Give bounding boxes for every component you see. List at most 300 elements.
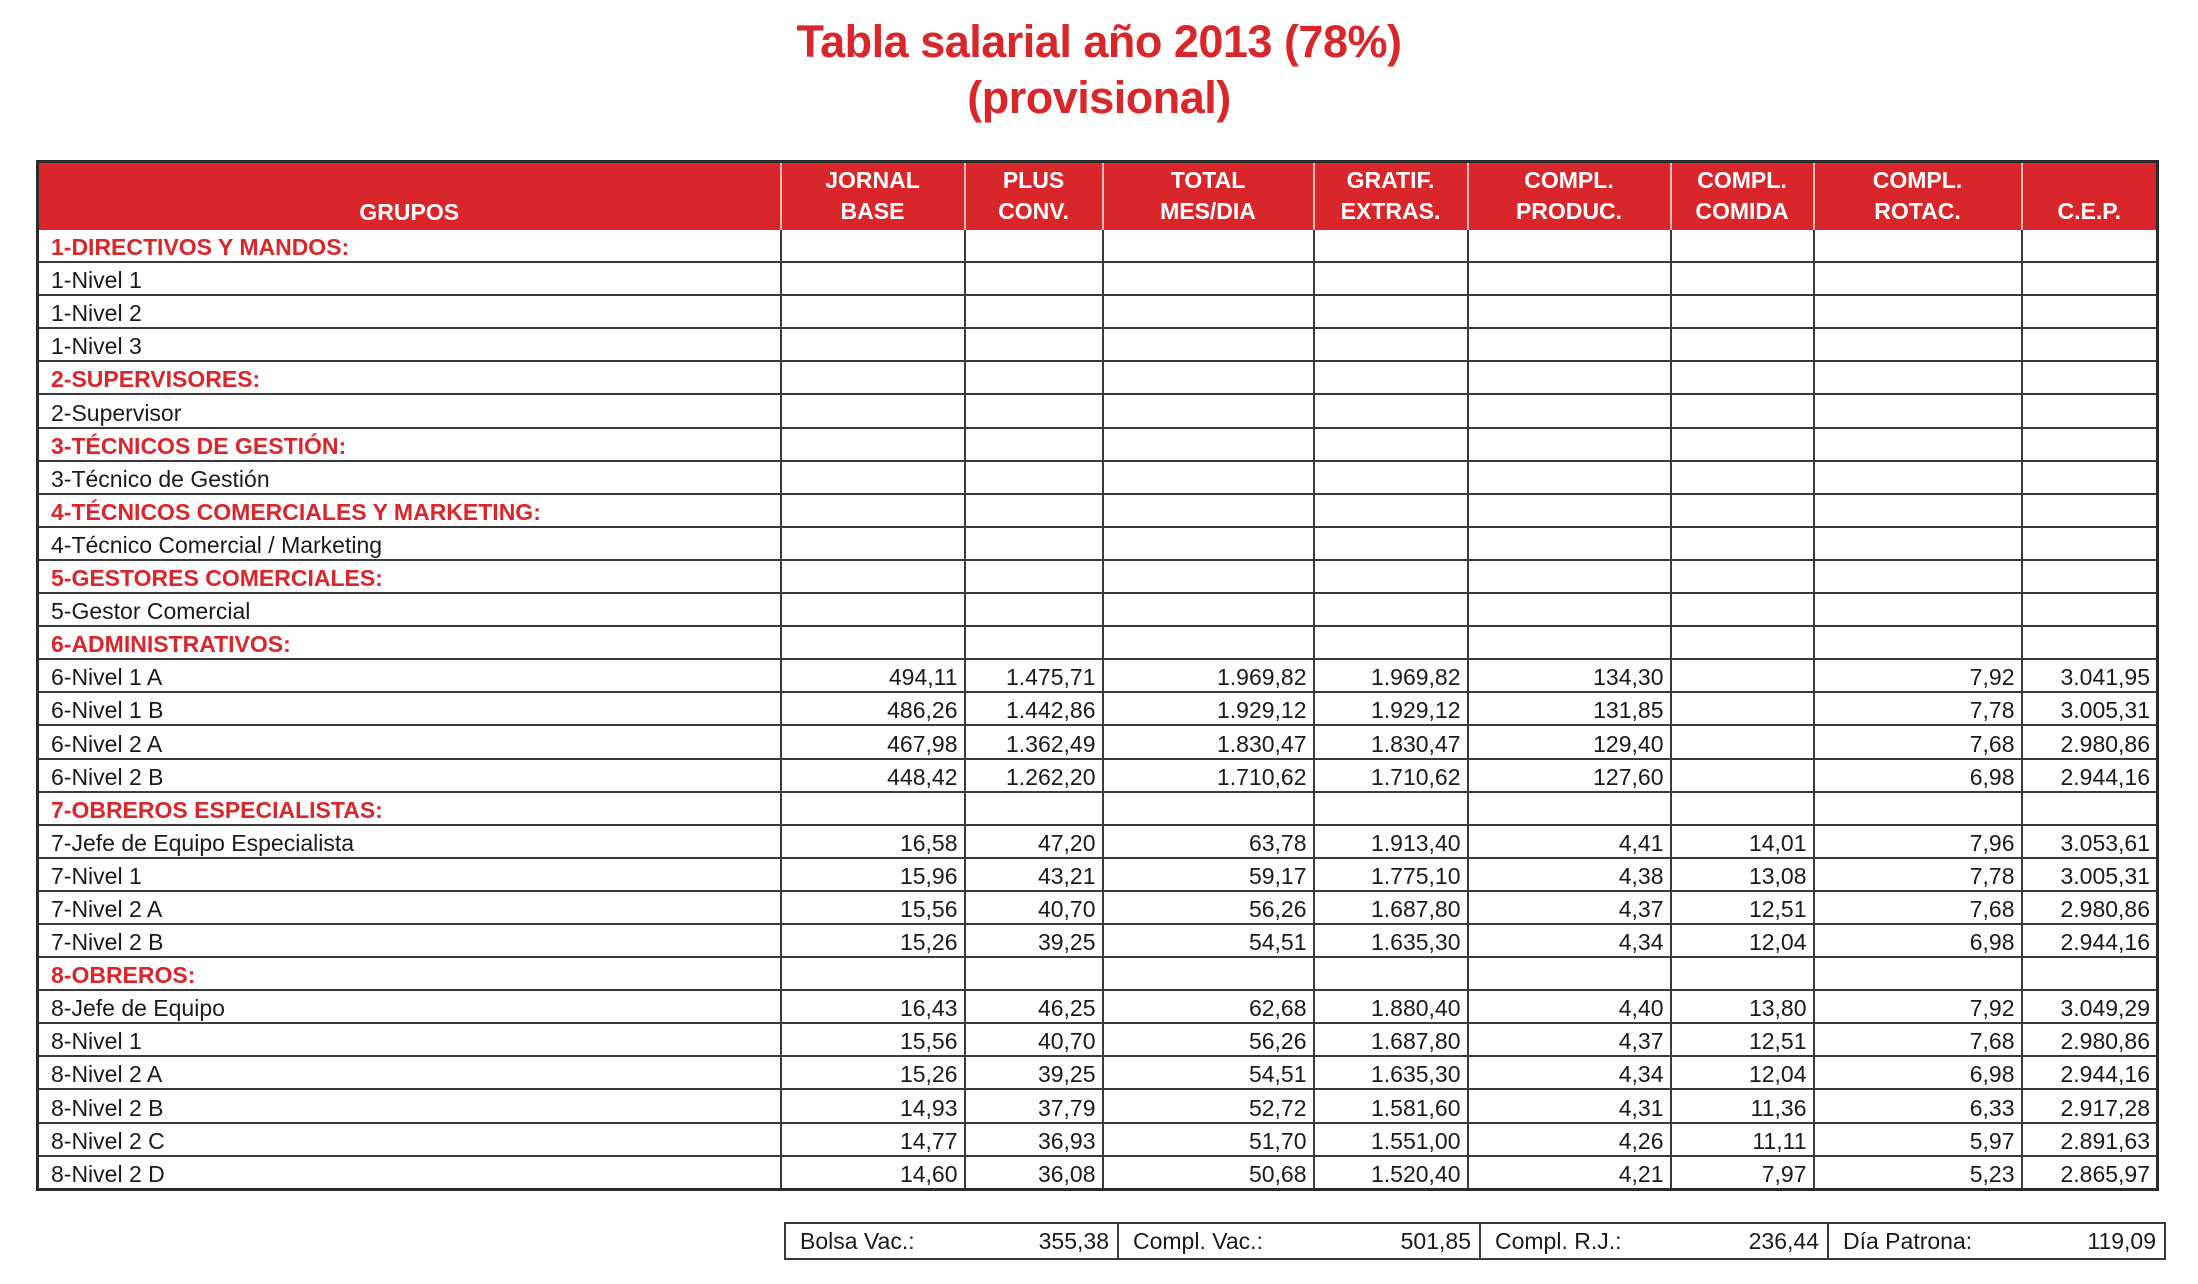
cell-total-mes-dia xyxy=(1103,328,1314,361)
cell-total-mes-dia: 56,26 xyxy=(1103,891,1314,924)
header-compl-comida: COMPL. COMIDA xyxy=(1671,162,1814,231)
table-row xyxy=(38,593,2158,626)
cell-compl-rotac xyxy=(1814,593,2022,626)
cell-compl-comida xyxy=(1671,394,1814,427)
cell-gratif-extras: 1.969,82 xyxy=(1314,659,1468,692)
cell-total-mes-dia: 56,26 xyxy=(1103,1023,1314,1056)
cell-compl-comida: 12,51 xyxy=(1671,1023,1814,1056)
section-label: 4-TÉCNICOS COMERCIALES Y MARKETING: xyxy=(38,494,781,527)
cell-total-mes-dia xyxy=(1103,262,1314,295)
empty-cell xyxy=(1314,428,1468,461)
cell-gratif-extras: 1.581,60 xyxy=(1314,1089,1468,1122)
table-row xyxy=(38,825,2158,858)
header-compl-rotac: COMPL. ROTAC. xyxy=(1814,162,2022,231)
cell-total-mes-dia: 62,68 xyxy=(1103,990,1314,1023)
empty-cell xyxy=(1468,494,1671,527)
empty-cell xyxy=(965,792,1103,825)
row-label: 7-Nivel 2 A xyxy=(38,891,781,924)
cell-compl-rotac: 5,23 xyxy=(1814,1156,2022,1190)
section-row xyxy=(38,560,2158,593)
cell-compl-produc: 4,21 xyxy=(1468,1156,1671,1190)
cell-plus-conv xyxy=(965,394,1103,427)
table-row xyxy=(38,858,2158,891)
cell-compl-rotac: 5,97 xyxy=(1814,1123,2022,1156)
empty-cell xyxy=(781,494,965,527)
cell-compl-produc: 4,38 xyxy=(1468,858,1671,891)
cell-jornal-base: 15,56 xyxy=(781,1023,965,1056)
row-label: 2-Supervisor xyxy=(38,394,781,427)
cell-cep: 2.980,86 xyxy=(2022,1023,2158,1056)
cell-plus-conv xyxy=(965,461,1103,494)
empty-cell xyxy=(965,560,1103,593)
empty-cell xyxy=(1814,428,2022,461)
cell-compl-produc: 4,41 xyxy=(1468,825,1671,858)
cell-compl-produc: 4,34 xyxy=(1468,924,1671,957)
empty-cell xyxy=(1814,560,2022,593)
table-row xyxy=(38,394,2158,427)
section-row xyxy=(38,957,2158,990)
cell-gratif-extras xyxy=(1314,262,1468,295)
cell-total-mes-dia xyxy=(1103,394,1314,427)
cell-compl-comida: 7,97 xyxy=(1671,1156,1814,1190)
cell-cep xyxy=(2022,527,2158,560)
cell-total-mes-dia: 54,51 xyxy=(1103,924,1314,957)
cell-cep xyxy=(2022,295,2158,328)
cell-jornal-base xyxy=(781,394,965,427)
cell-compl-comida xyxy=(1671,295,1814,328)
cell-jornal-base: 15,26 xyxy=(781,924,965,957)
empty-cell xyxy=(1314,792,1468,825)
cell-jornal-base: 14,77 xyxy=(781,1123,965,1156)
cell-compl-produc: 4,31 xyxy=(1468,1089,1671,1122)
cell-gratif-extras: 1.929,12 xyxy=(1314,692,1468,725)
section-row xyxy=(38,230,2158,262)
cell-jornal-base xyxy=(781,593,965,626)
section-row xyxy=(38,792,2158,825)
header-jornal-base: JORNAL BASE xyxy=(781,162,965,231)
header-total-mes-dia: TOTAL MES/DIA xyxy=(1103,162,1314,231)
empty-cell xyxy=(1671,230,1814,262)
empty-cell xyxy=(781,792,965,825)
cell-compl-comida xyxy=(1671,262,1814,295)
row-label: 1-Nivel 2 xyxy=(38,295,781,328)
section-row xyxy=(38,494,2158,527)
cell-compl-produc xyxy=(1468,394,1671,427)
empty-cell xyxy=(1671,626,1814,659)
cell-total-mes-dia xyxy=(1103,295,1314,328)
cell-compl-comida xyxy=(1671,692,1814,725)
row-label: 5-Gestor Comercial xyxy=(38,593,781,626)
cell-compl-comida: 13,80 xyxy=(1671,990,1814,1023)
cell-compl-produc: 131,85 xyxy=(1468,692,1671,725)
cell-total-mes-dia: 1.969,82 xyxy=(1103,659,1314,692)
footer-bolsa-vac xyxy=(786,1224,1119,1258)
cell-gratif-extras: 1.635,30 xyxy=(1314,1056,1468,1089)
cell-compl-rotac: 7,96 xyxy=(1814,825,2022,858)
cell-plus-conv: 46,25 xyxy=(965,990,1103,1023)
row-label: 7-Jefe de Equipo Especialista xyxy=(38,825,781,858)
empty-cell xyxy=(1671,361,1814,394)
cell-compl-comida: 14,01 xyxy=(1671,825,1814,858)
cell-compl-produc: 127,60 xyxy=(1468,759,1671,792)
cell-compl-rotac: 7,92 xyxy=(1814,990,2022,1023)
section-label: 7-OBREROS ESPECIALISTAS: xyxy=(38,792,781,825)
cell-compl-produc: 4,40 xyxy=(1468,990,1671,1023)
table-body xyxy=(38,230,2158,1189)
cell-plus-conv: 1.442,86 xyxy=(965,692,1103,725)
table-row xyxy=(38,891,2158,924)
empty-cell xyxy=(781,230,965,262)
table-row xyxy=(38,990,2158,1023)
empty-cell xyxy=(1103,428,1314,461)
empty-cell xyxy=(1671,428,1814,461)
empty-cell xyxy=(1468,428,1671,461)
empty-cell xyxy=(1671,957,1814,990)
cell-cep xyxy=(2022,394,2158,427)
title-line-1: Tabla salarial año 2013 (78%) xyxy=(796,16,1402,67)
cell-compl-comida xyxy=(1671,759,1814,792)
cell-compl-produc: 4,37 xyxy=(1468,1023,1671,1056)
empty-cell xyxy=(1468,626,1671,659)
table-row xyxy=(38,295,2158,328)
footer-rj-label: Compl. R.J.: xyxy=(1495,1228,1622,1254)
row-label: 3-Técnico de Gestión xyxy=(38,461,781,494)
cell-plus-conv: 37,79 xyxy=(965,1089,1103,1122)
empty-cell xyxy=(1814,957,2022,990)
section-row xyxy=(38,428,2158,461)
cell-gratif-extras xyxy=(1314,527,1468,560)
cell-total-mes-dia xyxy=(1103,461,1314,494)
cell-plus-conv xyxy=(965,527,1103,560)
cell-jornal-base: 15,96 xyxy=(781,858,965,891)
cell-plus-conv: 40,70 xyxy=(965,891,1103,924)
row-label: 8-Nivel 2 D xyxy=(38,1156,781,1190)
table-row xyxy=(38,1089,2158,1122)
document-title xyxy=(0,14,2198,126)
empty-cell xyxy=(781,428,965,461)
empty-cell xyxy=(1814,626,2022,659)
table-row xyxy=(38,924,2158,957)
empty-cell xyxy=(965,230,1103,262)
empty-cell xyxy=(1671,494,1814,527)
section-label: 5-GESTORES COMERCIALES: xyxy=(38,560,781,593)
cell-cep: 2.891,63 xyxy=(2022,1123,2158,1156)
section-label: 1-DIRECTIVOS Y MANDOS: xyxy=(38,230,781,262)
empty-cell xyxy=(1468,230,1671,262)
cell-gratif-extras xyxy=(1314,328,1468,361)
cell-cep: 3.049,29 xyxy=(2022,990,2158,1023)
empty-cell xyxy=(1103,792,1314,825)
empty-cell xyxy=(2022,560,2158,593)
table-row xyxy=(38,527,2158,560)
footer-compl-vac xyxy=(1119,1224,1481,1258)
section-row xyxy=(38,361,2158,394)
table-row xyxy=(38,692,2158,725)
empty-cell xyxy=(965,494,1103,527)
cell-plus-conv xyxy=(965,295,1103,328)
empty-cell xyxy=(2022,428,2158,461)
header-plus-conv: PLUS CONV. xyxy=(965,162,1103,231)
cell-compl-rotac: 7,68 xyxy=(1814,891,2022,924)
cell-gratif-extras: 1.551,00 xyxy=(1314,1123,1468,1156)
table-row xyxy=(38,759,2158,792)
cell-compl-comida xyxy=(1671,328,1814,361)
row-label: 4-Técnico Comercial / Marketing xyxy=(38,527,781,560)
title-line-2: (provisional) xyxy=(967,72,1231,123)
empty-cell xyxy=(2022,792,2158,825)
cell-compl-rotac: 7,78 xyxy=(1814,692,2022,725)
cell-total-mes-dia: 1.710,62 xyxy=(1103,759,1314,792)
empty-cell xyxy=(1314,361,1468,394)
empty-cell xyxy=(1814,494,2022,527)
empty-cell xyxy=(1103,494,1314,527)
cell-gratif-extras xyxy=(1314,394,1468,427)
row-label: 1-Nivel 3 xyxy=(38,328,781,361)
cell-plus-conv: 39,25 xyxy=(965,1056,1103,1089)
cell-plus-conv: 39,25 xyxy=(965,924,1103,957)
footer-vac-value: 501,85 xyxy=(1400,1228,1471,1254)
cell-plus-conv: 1.362,49 xyxy=(965,725,1103,758)
cell-compl-rotac xyxy=(1814,328,2022,361)
table-row xyxy=(38,262,2158,295)
cell-compl-produc xyxy=(1468,328,1671,361)
row-label: 8-Nivel 1 xyxy=(38,1023,781,1056)
row-label: 8-Nivel 2 B xyxy=(38,1089,781,1122)
empty-cell xyxy=(781,957,965,990)
empty-cell xyxy=(1314,560,1468,593)
cell-compl-rotac: 7,68 xyxy=(1814,725,2022,758)
cell-compl-comida: 11,11 xyxy=(1671,1123,1814,1156)
table-row xyxy=(38,1023,2158,1056)
section-row xyxy=(38,626,2158,659)
empty-cell xyxy=(1103,560,1314,593)
row-label: 6-Nivel 2 B xyxy=(38,759,781,792)
empty-cell xyxy=(1468,957,1671,990)
empty-cell xyxy=(1468,560,1671,593)
cell-gratif-extras: 1.520,40 xyxy=(1314,1156,1468,1190)
cell-plus-conv xyxy=(965,593,1103,626)
section-label: 8-OBREROS: xyxy=(38,957,781,990)
row-label: 6-Nivel 1 A xyxy=(38,659,781,692)
cell-compl-rotac xyxy=(1814,295,2022,328)
cell-cep: 2.980,86 xyxy=(2022,725,2158,758)
cell-compl-produc xyxy=(1468,593,1671,626)
cell-total-mes-dia: 1.830,47 xyxy=(1103,725,1314,758)
cell-compl-rotac: 6,98 xyxy=(1814,1056,2022,1089)
cell-gratif-extras: 1.635,30 xyxy=(1314,924,1468,957)
cell-total-mes-dia: 50,68 xyxy=(1103,1156,1314,1190)
empty-cell xyxy=(1468,792,1671,825)
empty-cell xyxy=(1103,626,1314,659)
cell-cep: 2.980,86 xyxy=(2022,891,2158,924)
cell-gratif-extras xyxy=(1314,593,1468,626)
cell-compl-rotac: 6,98 xyxy=(1814,924,2022,957)
cell-jornal-base: 14,93 xyxy=(781,1089,965,1122)
cell-plus-conv: 43,21 xyxy=(965,858,1103,891)
empty-cell xyxy=(965,957,1103,990)
empty-cell xyxy=(965,361,1103,394)
cell-compl-rotac: 7,78 xyxy=(1814,858,2022,891)
cell-compl-produc: 134,30 xyxy=(1468,659,1671,692)
section-label: 6-ADMINISTRATIVOS: xyxy=(38,626,781,659)
row-label: 7-Nivel 2 B xyxy=(38,924,781,957)
cell-gratif-extras xyxy=(1314,295,1468,328)
cell-jornal-base: 494,11 xyxy=(781,659,965,692)
cell-jornal-base: 15,26 xyxy=(781,1056,965,1089)
cell-plus-conv: 36,08 xyxy=(965,1156,1103,1190)
cell-jornal-base xyxy=(781,527,965,560)
cell-compl-rotac xyxy=(1814,394,2022,427)
section-label: 2-SUPERVISORES: xyxy=(38,361,781,394)
cell-cep: 3.041,95 xyxy=(2022,659,2158,692)
cell-jornal-base xyxy=(781,328,965,361)
section-label: 3-TÉCNICOS DE GESTIÓN: xyxy=(38,428,781,461)
cell-jornal-base: 14,60 xyxy=(781,1156,965,1190)
salary-table xyxy=(36,160,2159,1191)
cell-cep: 2.865,97 xyxy=(2022,1156,2158,1190)
cell-total-mes-dia xyxy=(1103,593,1314,626)
table-row xyxy=(38,1123,2158,1156)
table-row xyxy=(38,725,2158,758)
empty-cell xyxy=(781,361,965,394)
cell-cep xyxy=(2022,593,2158,626)
cell-compl-rotac: 7,68 xyxy=(1814,1023,2022,1056)
empty-cell xyxy=(1314,494,1468,527)
cell-total-mes-dia: 54,51 xyxy=(1103,1056,1314,1089)
header-cep: C.E.P. xyxy=(2022,162,2158,231)
cell-compl-comida: 12,51 xyxy=(1671,891,1814,924)
cell-compl-produc: 129,40 xyxy=(1468,725,1671,758)
table-row xyxy=(38,1156,2158,1190)
cell-total-mes-dia: 1.929,12 xyxy=(1103,692,1314,725)
cell-cep: 3.053,61 xyxy=(2022,825,2158,858)
empty-cell xyxy=(1814,792,2022,825)
empty-cell xyxy=(1314,957,1468,990)
cell-gratif-extras xyxy=(1314,461,1468,494)
footer-summary xyxy=(784,1222,2166,1260)
cell-jornal-base xyxy=(781,262,965,295)
header-gratif-extras: GRATIF. EXTRAS. xyxy=(1314,162,1468,231)
cell-compl-rotac xyxy=(1814,527,2022,560)
cell-plus-conv: 40,70 xyxy=(965,1023,1103,1056)
empty-cell xyxy=(1314,230,1468,262)
cell-cep xyxy=(2022,328,2158,361)
table-row xyxy=(38,1056,2158,1089)
row-label: 7-Nivel 1 xyxy=(38,858,781,891)
cell-jornal-base: 16,43 xyxy=(781,990,965,1023)
footer-patrona-value: 119,09 xyxy=(2087,1228,2156,1254)
empty-cell xyxy=(965,626,1103,659)
empty-cell xyxy=(2022,230,2158,262)
cell-compl-comida xyxy=(1671,527,1814,560)
cell-compl-rotac xyxy=(1814,461,2022,494)
footer-bolsa-label: Bolsa Vac.: xyxy=(800,1228,915,1254)
cell-cep: 2.944,16 xyxy=(2022,759,2158,792)
empty-cell xyxy=(2022,957,2158,990)
empty-cell xyxy=(2022,361,2158,394)
cell-compl-rotac: 6,33 xyxy=(1814,1089,2022,1122)
cell-cep: 3.005,31 xyxy=(2022,858,2158,891)
table-row xyxy=(38,461,2158,494)
row-label: 6-Nivel 2 A xyxy=(38,725,781,758)
cell-total-mes-dia: 51,70 xyxy=(1103,1123,1314,1156)
empty-cell xyxy=(965,428,1103,461)
cell-plus-conv xyxy=(965,262,1103,295)
empty-cell xyxy=(1314,626,1468,659)
cell-gratif-extras: 1.687,80 xyxy=(1314,1023,1468,1056)
cell-compl-produc: 4,34 xyxy=(1468,1056,1671,1089)
cell-compl-produc: 4,26 xyxy=(1468,1123,1671,1156)
cell-plus-conv xyxy=(965,328,1103,361)
cell-cep: 2.944,16 xyxy=(2022,1056,2158,1089)
cell-compl-comida xyxy=(1671,593,1814,626)
header-row xyxy=(38,162,2158,231)
empty-cell xyxy=(1671,792,1814,825)
table-row xyxy=(38,659,2158,692)
cell-jornal-base: 486,26 xyxy=(781,692,965,725)
cell-compl-produc xyxy=(1468,262,1671,295)
cell-compl-comida: 12,04 xyxy=(1671,1056,1814,1089)
row-label: 8-Nivel 2 A xyxy=(38,1056,781,1089)
cell-compl-comida xyxy=(1671,725,1814,758)
row-label: 6-Nivel 1 B xyxy=(38,692,781,725)
empty-cell xyxy=(1103,361,1314,394)
cell-total-mes-dia: 59,17 xyxy=(1103,858,1314,891)
footer-dia-patrona xyxy=(1829,1224,2164,1258)
cell-total-mes-dia: 63,78 xyxy=(1103,825,1314,858)
row-label: 8-Jefe de Equipo xyxy=(38,990,781,1023)
cell-jornal-base xyxy=(781,295,965,328)
cell-compl-produc xyxy=(1468,461,1671,494)
empty-cell xyxy=(781,560,965,593)
empty-cell xyxy=(1671,560,1814,593)
cell-plus-conv: 36,93 xyxy=(965,1123,1103,1156)
cell-compl-produc xyxy=(1468,295,1671,328)
cell-compl-produc xyxy=(1468,527,1671,560)
cell-jornal-base: 16,58 xyxy=(781,825,965,858)
footer-patrona-label: Día Patrona: xyxy=(1843,1228,1973,1254)
cell-cep xyxy=(2022,461,2158,494)
cell-compl-comida: 12,04 xyxy=(1671,924,1814,957)
cell-gratif-extras: 1.880,40 xyxy=(1314,990,1468,1023)
cell-plus-conv: 1.475,71 xyxy=(965,659,1103,692)
header-compl-produc: COMPL. PRODUC. xyxy=(1468,162,1671,231)
empty-cell xyxy=(1468,361,1671,394)
empty-cell xyxy=(1103,957,1314,990)
cell-gratif-extras: 1.687,80 xyxy=(1314,891,1468,924)
footer-vac-label: Compl. Vac.: xyxy=(1133,1228,1263,1254)
cell-plus-conv: 1.262,20 xyxy=(965,759,1103,792)
cell-gratif-extras: 1.913,40 xyxy=(1314,825,1468,858)
cell-cep: 2.917,28 xyxy=(2022,1089,2158,1122)
row-label: 8-Nivel 2 C xyxy=(38,1123,781,1156)
cell-compl-rotac xyxy=(1814,262,2022,295)
footer-rj-value: 236,44 xyxy=(1748,1228,1819,1254)
cell-compl-comida: 13,08 xyxy=(1671,858,1814,891)
cell-plus-conv: 47,20 xyxy=(965,825,1103,858)
cell-cep xyxy=(2022,262,2158,295)
empty-cell xyxy=(2022,494,2158,527)
cell-jornal-base: 448,42 xyxy=(781,759,965,792)
empty-cell xyxy=(1814,230,2022,262)
row-label: 1-Nivel 1 xyxy=(38,262,781,295)
cell-gratif-extras: 1.710,62 xyxy=(1314,759,1468,792)
cell-compl-comida xyxy=(1671,461,1814,494)
table-row xyxy=(38,328,2158,361)
empty-cell xyxy=(1814,361,2022,394)
cell-total-mes-dia: 52,72 xyxy=(1103,1089,1314,1122)
footer-compl-rj xyxy=(1481,1224,1829,1258)
